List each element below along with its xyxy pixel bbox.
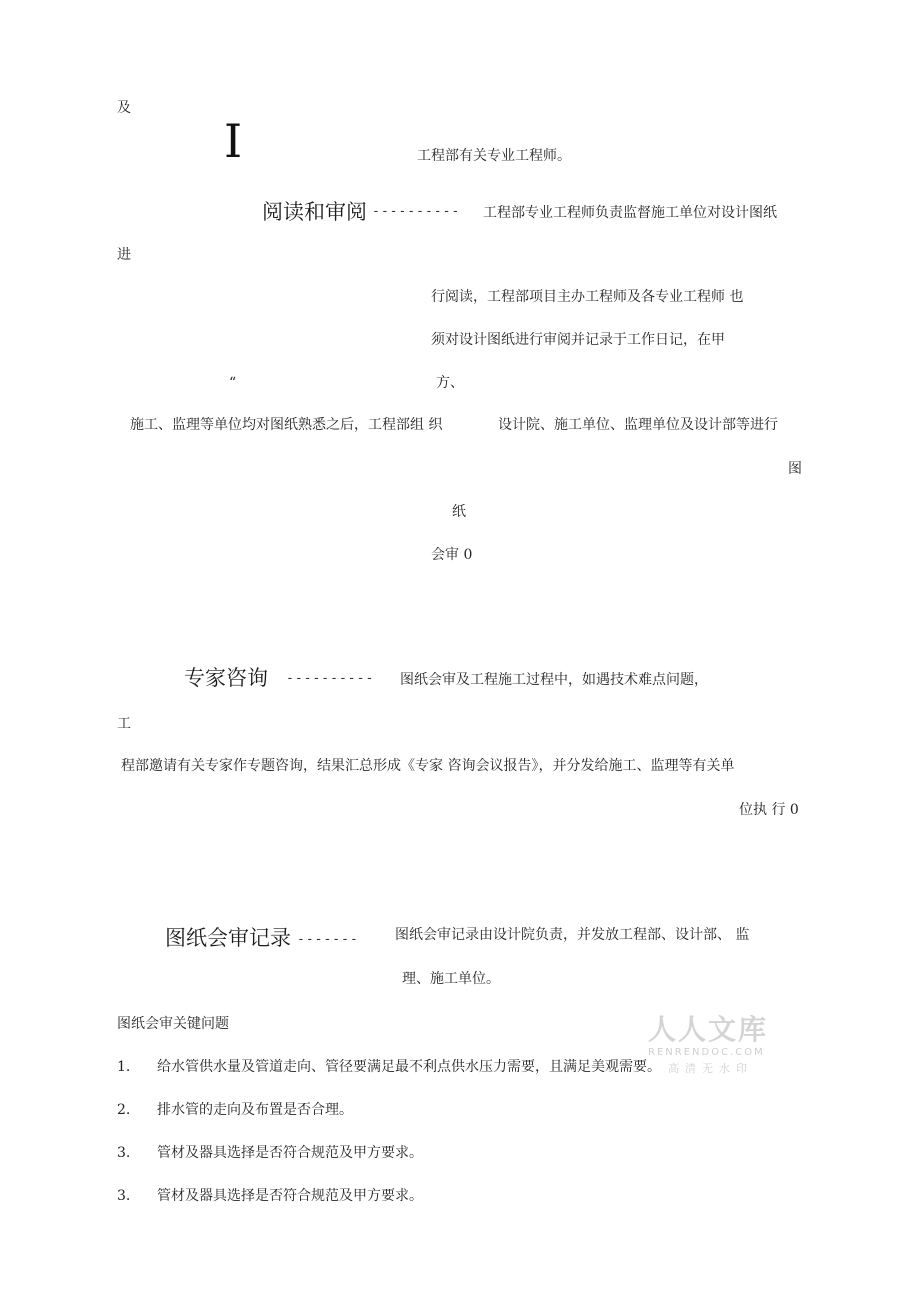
expert-dashes: ---------- [286, 671, 375, 686]
issues-title: 图纸会审关键问题 [117, 1016, 229, 1032]
list-item-text: 管材及器具选择是否符合规范及甲方要求。 [157, 1145, 423, 1161]
list-item-number: 3. [117, 1188, 131, 1204]
intro-ji: 及 [117, 100, 131, 116]
text-cursor-glyph: I [224, 114, 243, 168]
expert-heading: 专家咨询 [184, 666, 268, 690]
review-jin: 进 [117, 247, 131, 263]
list-item-number: 2. [117, 1102, 131, 1118]
record-line-2: 理、施工单位。 [402, 971, 500, 987]
review-line-1: 工程部专业工程师负责监督施工单位对设计图纸 [483, 205, 777, 221]
watermark-domain: RENRENDOC.COM [648, 1047, 765, 1058]
review-zhi: 纸 [452, 504, 466, 520]
intro-line-1: 工程部有关专业工程师。 [417, 148, 571, 164]
list-item-number: 1. [117, 1059, 131, 1075]
list-item-number: 3. [117, 1145, 131, 1161]
expert-line-2: 程部邀请有关专家作专题咨询，结果汇总形成《专家 咨询会议报告》，并分发给施工、监理等有关单 [121, 758, 735, 774]
review-dashes: ---------- [372, 204, 461, 219]
review-line-2: 行阅读，工程部项目主办工程师及各专业工程师 也 [431, 289, 744, 305]
review-line-4: 方、 [436, 375, 464, 391]
list-item-text: 排水管的走向及布置是否合理。 [157, 1102, 353, 1118]
expert-line-3: 位执 行 0 [739, 802, 799, 818]
review-line-5b: 设计院、施工单位、监理单位及设计部等进行 [498, 417, 778, 433]
review-quote-mark: “ [229, 375, 237, 391]
record-heading: 图纸会审记录 [165, 926, 291, 950]
list-item-text: 管材及器具选择是否符合规范及甲方要求。 [157, 1188, 423, 1204]
review-heading: 阅读和审阅 [262, 200, 367, 224]
watermark-tagline: 高清无水印 [668, 1062, 753, 1075]
review-line-5a: 施工、监理等单位均对图纸熟悉之后，工程部组 织 [130, 417, 443, 433]
review-huishen: 会审 0 [431, 547, 473, 563]
watermark-logo-text: 人人文库 [648, 1013, 769, 1046]
record-dashes: ------- [297, 932, 359, 947]
expert-gong: 工 [117, 716, 131, 732]
expert-line-1: 图纸会审及工程施工过程中，如遇技术难点问题， [400, 672, 708, 688]
review-tu: 图 [788, 461, 802, 477]
review-line-3: 须对设计图纸进行审阅并记录于工作日记，在甲 [431, 332, 725, 348]
list-item-text: 给水管供水量及管道走向、管径要满足最不利点供水压力需要，且满足美观需要。 [157, 1059, 661, 1075]
record-line-1: 图纸会审记录由设计院负责，并发放工程部、设计部、 监 [395, 927, 750, 943]
